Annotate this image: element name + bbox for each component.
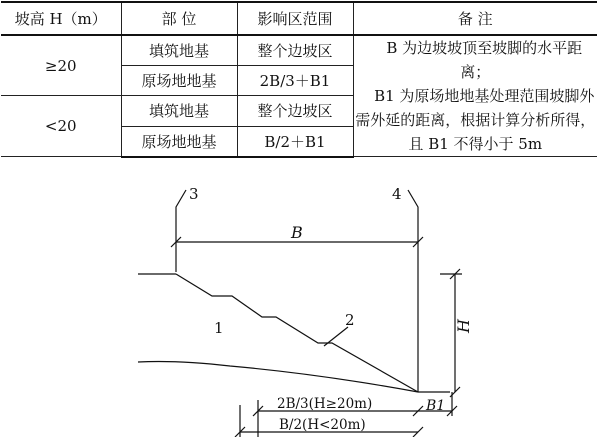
slope-surface: [176, 274, 418, 392]
height-cell-ge20: ≥20: [1, 35, 121, 96]
header-part: 部 位: [121, 2, 237, 35]
label-b2: B/2(H<20m): [279, 417, 366, 433]
label-4: 4: [392, 185, 402, 203]
label-b: B: [291, 223, 303, 242]
header-slope-height: 坡高 H（m）: [1, 2, 121, 35]
header-note: 备 注: [353, 2, 597, 35]
range-cell: 整个边坡区: [237, 35, 353, 66]
leader-line-2: [324, 327, 348, 346]
header-range: 影响区范围: [237, 2, 353, 35]
original-ground-line: [138, 362, 418, 393]
note-paragraph-b: B 为边坡坡顶至坡脚的水平距离；: [386, 39, 583, 81]
range-cell: 2B/3＋B1: [237, 66, 353, 96]
part-cell: 填筑地基: [121, 35, 237, 66]
range-cell: B/2＋B1: [237, 126, 353, 157]
part-cell: 填筑地基: [121, 96, 237, 127]
note-paragraph-b1: B1 为原场地地基处理范围坡脚外需外延的距离，根据计算分析所得，且 B1 不得小于 5m: [355, 87, 596, 153]
label-b1: B1: [426, 398, 446, 414]
label-h: H: [454, 319, 473, 333]
label-2b3: 2B/3(H≥20m): [277, 396, 373, 412]
height-cell-lt20: <20: [1, 96, 121, 157]
range-cell: 整个边坡区: [237, 96, 353, 127]
label-1: 1: [214, 319, 224, 337]
label-2: 2: [345, 311, 355, 329]
section-marker-3: [176, 190, 186, 272]
part-cell: 原场地地基: [121, 126, 237, 157]
label-3: 3: [189, 185, 199, 203]
section-marker-4: [408, 190, 418, 392]
part-cell: 原场地地基: [121, 66, 237, 96]
